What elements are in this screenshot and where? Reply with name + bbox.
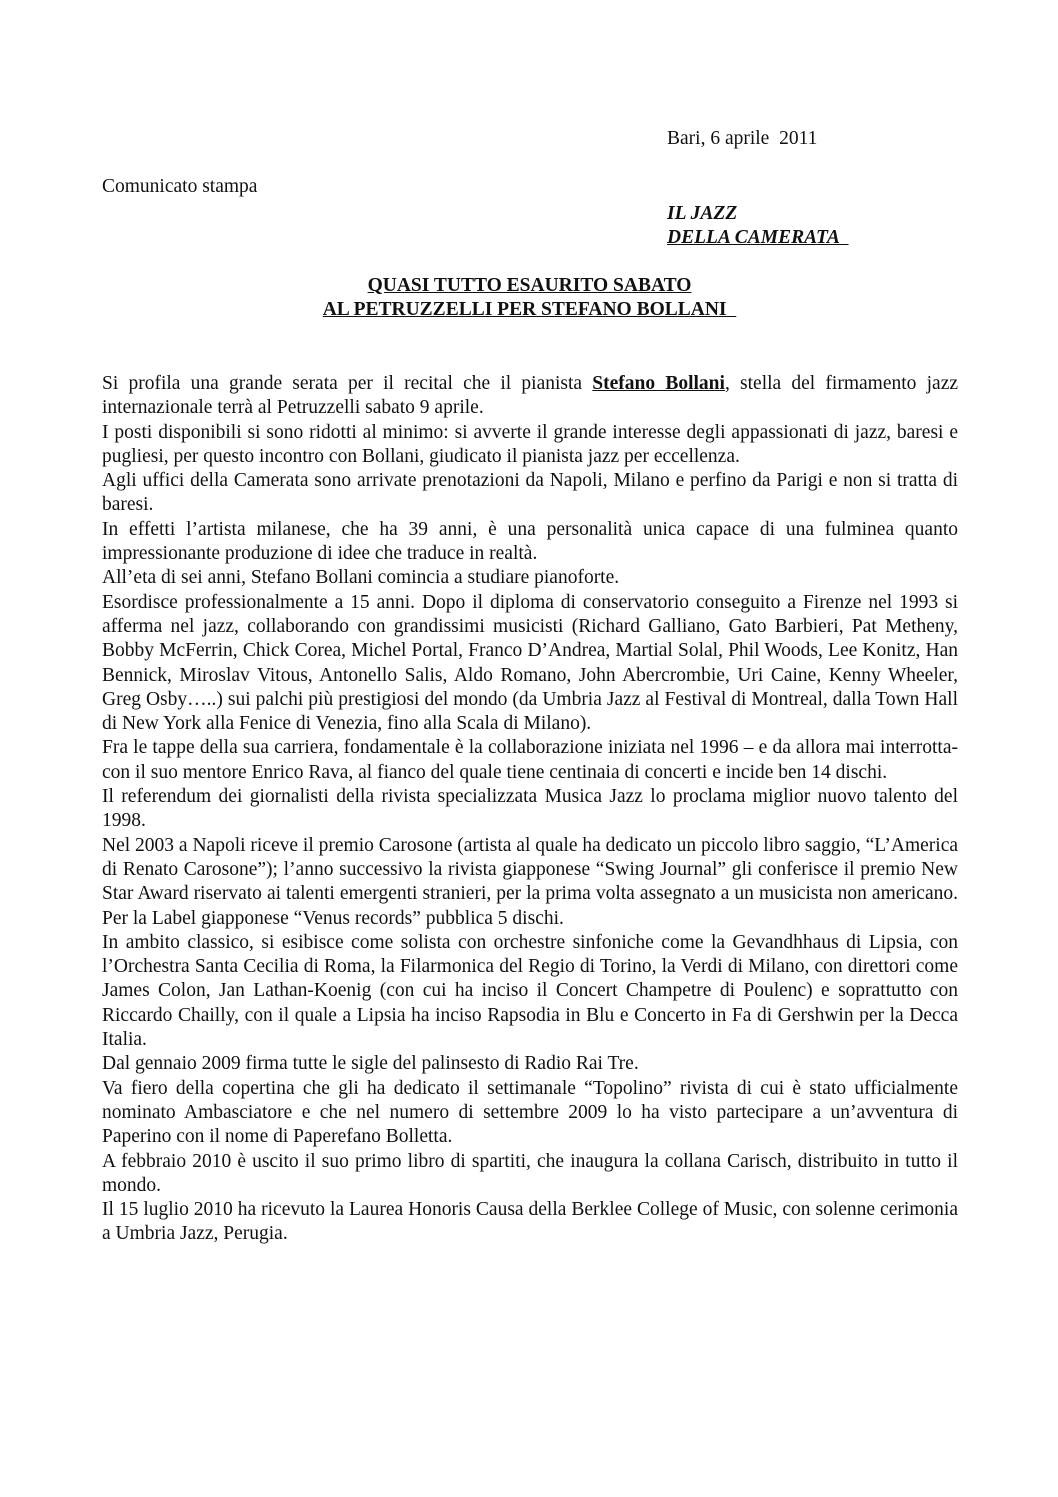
paragraph: I posti disponibili si sono ridotti al minimo: si avverte il grande interesse degli appassionati di jazz, baresi e pugliesi, per questo incontro con Bollani, giudicato il pianista jazz per eccellenza. — [102, 421, 958, 467]
paragraph: Il 15 luglio 2010 ha ricevuto la Laurea Honoris Causa della Berklee College of Music, con solenne cerimonia a Umbria Jazz, Perugia. — [102, 1199, 958, 1245]
paragraph: Agli uffici della Camerata sono arrivate prenotazioni da Napoli, Milano e perfino da Parigi e non si tratta di baresi. — [102, 470, 958, 516]
paragraph: In effetti l’artista milanese, che ha 39 anni, è una personalità unica capace di una fulminea quanto impressionante produzione di idee che traduce in realtà. — [102, 518, 958, 565]
headline — [102, 274, 957, 322]
document-type: Comunicato stampa — [102, 176, 258, 197]
paragraph-text: , stella del firmamento jazz internazionale terrà al Petruzzelli sabato 9 aprile. — [102, 373, 958, 419]
paragraph: Nel 2003 a Napoli riceve il premio Carosone (artista al quale ha dedicato un piccolo libro saggio, “L’America di Renato Carosone”); l’anno successivo la rivista giapponese “Swing Journal” gli conferisce il premio New Star Award riservato ai talenti emergenti stranieri, per la prima volta assegnato a un musicista non americano. Per la Label giapponese “Venus records” pubblica 5 dischi. — [102, 834, 958, 929]
paragraph-text: Si profila una grande serata per il recital che il pianista — [102, 373, 593, 394]
paragraph: Il referendum dei giornalisti della rivista specializzata Musica Jazz lo proclama miglior nuovo talento del 1998. — [102, 786, 958, 832]
paragraph: All’eta di sei anni, Stefano Bollani comincia a studiare pianoforte. — [102, 567, 620, 589]
headline-line-2: AL PETRUZZELLI PER STEFANO BOLLANI — [322, 299, 737, 320]
series-title-line-2: DELLA CAMERATA — [667, 227, 849, 248]
paragraph — [102, 372, 958, 421]
article-body — [102, 372, 958, 1247]
paragraph: Dal gennaio 2009 firma tutte le sigle del palinsesto di Radio Rai Tre. — [102, 1053, 639, 1075]
series-title — [667, 202, 849, 250]
series-title-line-1: IL JAZZ — [667, 203, 738, 224]
paragraph: A febbraio 2010 è uscito il suo primo libro di spartiti, che inaugura la collana Carisch, distribuito in tutto il mondo. — [102, 1150, 958, 1196]
paragraph: Va fiero della copertina che gli ha dedicato il settimanale “Topolino” rivista di cui è stato ufficialmente nominato Ambasciatore e che nel numero di settembre 2009 lo ha visto partecipare a un’avventura di Paperino con il nome di Paperefano Bolletta. — [102, 1077, 958, 1148]
artist-name: Stefano Bollani — [592, 373, 725, 394]
press-release-date: Bari, 6 aprile 2011 — [667, 128, 818, 149]
paragraph: Fra le tappe della sua carriera, fondamentale è la collaborazione iniziata nel 1996 – e da allora mai interrotta- con il suo mentore Enrico Rava, al fianco del quale tiene centinaia di concerti e incide ben 14 dischi. — [102, 737, 958, 783]
paragraph: Esordisce professionalmente a 15 anni. Dopo il diploma di conservatorio conseguito a Firenze nel 1993 si afferma nel jazz, collaborando con grandissimi musicisti (Richard Galliano, Gato Barbieri, Pat Metheny, Bobby McFerrin, Chick Corea, Michel Portal, Franco D’Andrea, Martial Solal, Phil Woods, Lee Konitz, Han Bennick, Miroslav Vitous, Antonello Salis, Aldo Romano, John Abercrombie, Uri Caine, Kenny Wheeler, Greg Osby…..) sui palchi più prestigiosi del mondo (da Umbria Jazz al Festival di Montreal, dalla Town Hall di New York alla Fenice di Venezia, fino alla Scala di Milano). — [102, 591, 958, 735]
headline-line-1: QUASI TUTTO ESAURITO SABATO — [367, 275, 692, 296]
paragraph: In ambito classico, si esibisce come solista con orchestre sinfoniche come la Gevandhhaus di Lipsia, con l’Orchestra Santa Cecilia di Roma, la Filarmonica del Regio di Torino, la Verdi di Milano, con direttori come James Colon, Jan Lathan-Koenig (con cui ha inciso il Concert Champetre di Poulenc) e soprattutto con Riccardo Chailly, con il quale a Lipsia ha inciso Rapsodia in Blu e Concerto in Fa di Gershwin per la Decca Italia. — [102, 931, 958, 1051]
